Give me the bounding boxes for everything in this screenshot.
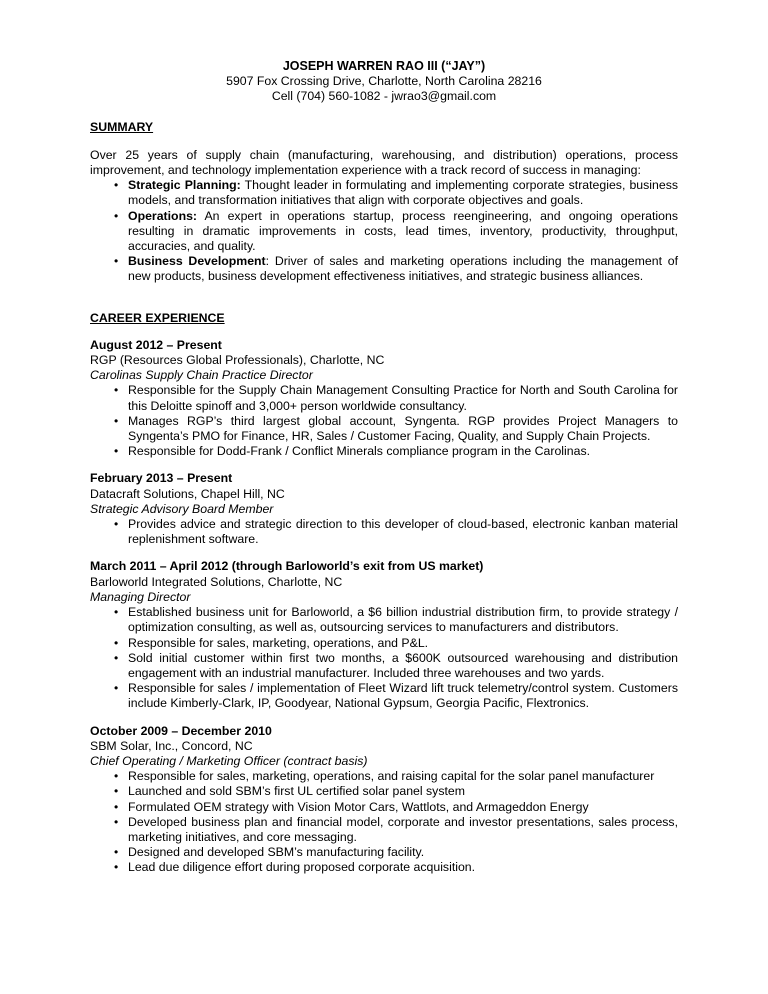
summary-text: An expert in operations startup, process reengineering, and ongoing operations resulting in dramatic improvements in costs, lead times, inventory, productivity, throughput, accuracies, and quality. [128, 208, 678, 254]
job-role: Carolinas Supply Chain Practice Director [90, 368, 313, 383]
summary-text: : Driver of sales and marketing operations including the management of new products, business development effectiveness initiatives, and strategic business alliances. [128, 254, 678, 284]
summary-list [90, 178, 678, 284]
job-company: RGP (Resources Global Professionals), Charlotte, NC [90, 353, 385, 368]
job-bullet: • Manages RGP’s third largest global account, Syngenta. RGP provides Project Managers to Syngenta’s PMO for Finance, HR, Sales / Customer Facing, Quality, and Supply Chain Projects. [128, 414, 678, 444]
job-bullet: • Developed business plan and financial model, corporate and investor presentations, sales process, marketing initiatives, and core messaging. [128, 815, 678, 845]
job-bullet: • Sold initial customer within first two months, a $600K outsourced warehousing and distribution engagement with an industrial manufacturer. Included three warehouses and two yards. [128, 651, 678, 681]
job-entry [90, 471, 678, 547]
job-bullet: • Provides advice and strategic direction to this developer of cloud-based, electronic kanban material replenishment software. [128, 517, 678, 547]
job-bullets [90, 605, 678, 711]
job-bullets [90, 517, 678, 547]
job-dates: February 2013 – Present [90, 471, 233, 486]
job-company: Datacraft Solutions, Chapel Hill, NC [90, 486, 285, 501]
job-dates: August 2012 – Present [90, 337, 222, 352]
job-bullets [90, 383, 678, 459]
job-bullet: • Designed and developed SBM’s manufacturing facility. [128, 845, 678, 860]
summary-term: Strategic Planning: [128, 178, 241, 193]
job-bullet: • Established business unit for Barloworld, a $6 billion industrial distribution firm, to provide strategy / optimization consulting, as well as, outsourcing services to manufacturers and distributors. [128, 605, 678, 635]
job-bullet: • Lead due diligence effort during proposed corporate acquisition. [128, 860, 678, 875]
job-entry [90, 338, 678, 460]
summary-intro: Over 25 years of supply chain (manufacturing, warehousing, and distribution) operations, process improvement, and technology implementation experience with a track record of success in managing: [90, 147, 678, 178]
job-dates: October 2009 – December 2010 [90, 723, 272, 738]
summary-item [128, 209, 678, 255]
job-dates: March 2011 – April 2012 (through Barloworld’s exit from US market) [90, 559, 484, 574]
resume-header [90, 59, 678, 105]
job-bullet: • Responsible for sales, marketing, operations, and P&L. [128, 636, 678, 651]
job-company: Barloworld Integrated Solutions, Charlotte, NC [90, 574, 343, 589]
job-bullet: • Responsible for Dodd-Frank / Conflict Minerals compliance program in the Carolinas. [128, 444, 678, 459]
job-bullet: • Responsible for sales, marketing, operations, and raising capital for the solar panel manufacturer [128, 769, 678, 784]
job-entry [90, 559, 678, 711]
job-entry [90, 724, 678, 876]
candidate-contact: Cell (704) 560-1082 - jwrao3@gmail.com [271, 89, 497, 104]
job-bullet: • Formulated OEM strategy with Vision Motor Cars, Wattlots, and Armageddon Energy [128, 800, 678, 815]
job-bullet: • Launched and sold SBM’s first UL certified solar panel system [128, 784, 678, 799]
job-bullet: • Responsible for the Supply Chain Management Consulting Practice for North and South Carolina for this Deloitte spinoff and 3,000+ person worldwide consultancy. [128, 383, 678, 413]
job-role: Managing Director [90, 589, 191, 604]
job-company: SBM Solar, Inc., Concord, NC [90, 738, 253, 753]
summary-item [128, 254, 678, 284]
job-role: Chief Operating / Marketing Officer (contract basis) [90, 753, 368, 768]
summary-item [128, 178, 678, 208]
summary-term: Business Development [128, 254, 266, 269]
job-bullet: • Responsible for sales / implementation of Fleet Wizard lift truck telemetry/control system. Customers include Kimberly-Clark, IP, Goodyear, National Gypsum, Georgia Pacific, Flextronics. [128, 681, 678, 711]
candidate-name: JOSEPH WARREN RAO III (“JAY”) [282, 59, 486, 73]
summary-term: Operations: [128, 208, 198, 223]
candidate-address: 5907 Fox Crossing Drive, Charlotte, North Carolina 28216 [226, 74, 542, 89]
summary-text: Thought leader in formulating and implementing corporate strategies, business models, and transformation initiatives that align with corporate objectives and goals. [128, 178, 679, 208]
summary-heading: SUMMARY [90, 119, 154, 134]
career-heading: CAREER EXPERIENCE [90, 310, 225, 325]
job-bullets [90, 769, 678, 875]
job-role: Strategic Advisory Board Member [90, 501, 274, 516]
